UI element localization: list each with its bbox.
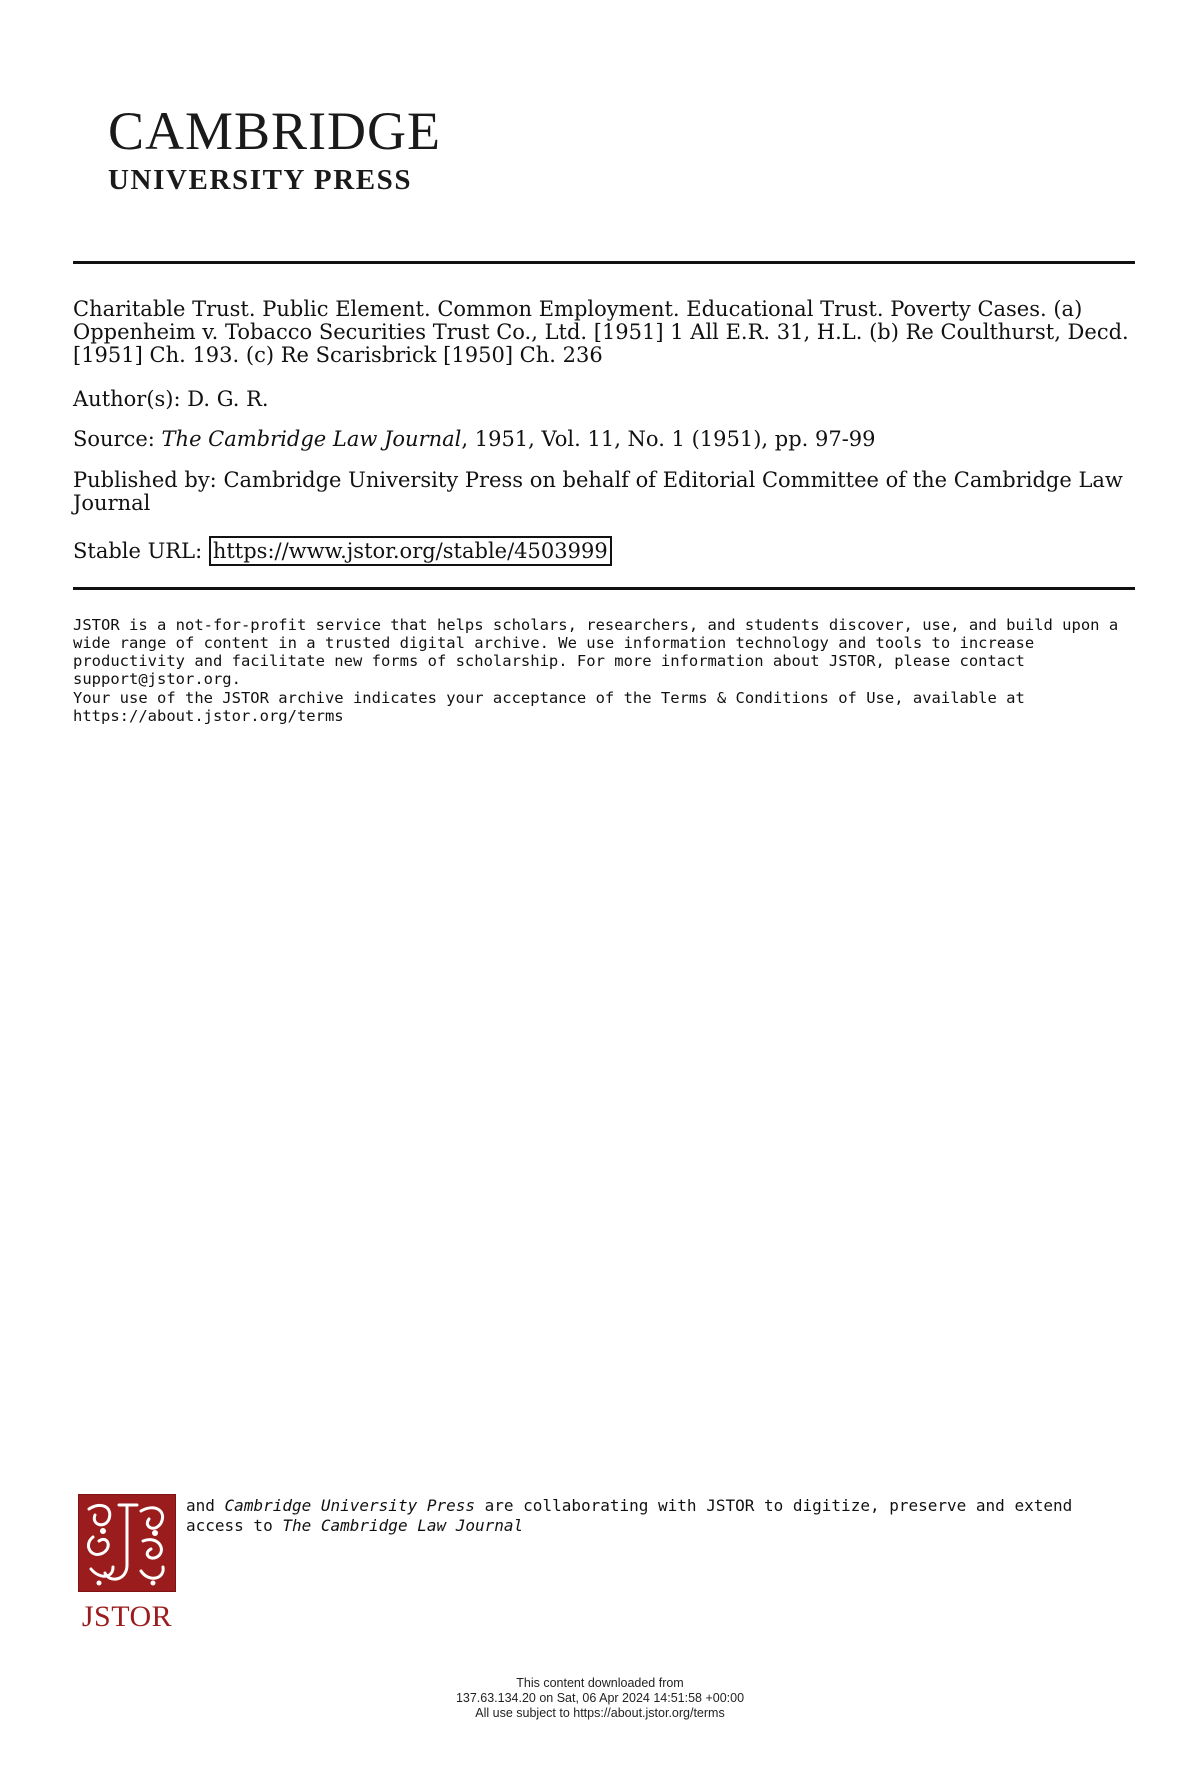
- terms-notice: Your use of the JSTOR archive indicates your acceptance of the Terms & Conditions of Use, available at https://about.jstor.org/terms: [73, 689, 1025, 725]
- stable-url-link[interactable]: https://www.jstor.org/stable/4503999: [209, 536, 612, 566]
- footer-line-2: 137.63.134.20 on Sat, 06 Apr 2024 14:51:58 +00:00: [455, 1691, 745, 1705]
- logo-line-1: CAMBRIDGE: [108, 101, 442, 161]
- collaboration-statement: [186, 1496, 1086, 1536]
- author-label: Author(s):: [73, 387, 181, 411]
- jstor-emblem-icon: [78, 1494, 176, 1592]
- download-footer: [300, 1676, 900, 1721]
- stable-url-label: Stable URL:: [73, 539, 203, 563]
- source-label: Source:: [73, 427, 155, 451]
- published-value: Cambridge University Press on behalf of Editorial Committee of the Cambridge Law Journal: [73, 468, 1123, 515]
- source-details: , 1951, Vol. 11, No. 1 (1951), pp. 97-99: [461, 427, 876, 451]
- jstor-logo: [78, 1494, 176, 1634]
- author-line: [73, 388, 1143, 411]
- article-title: [73, 298, 1143, 367]
- bottom-divider: [73, 587, 1135, 590]
- jstor-service-notice: JSTOR is a not-for-profit service that helps scholars, researchers, and students discover, use, and build upon a wide range of content in a trusted digital archive. We use information technology and tools to increase productivity and facilitate new forms of scholarship. For more information about JSTOR, please contact support@jstor.org.: [73, 616, 1119, 688]
- publisher-line: [73, 469, 1143, 515]
- top-divider: [73, 261, 1135, 264]
- cambridge-university-press-logo: [108, 101, 442, 197]
- collab-middle: are collaborating with JSTOR to digitize, preserve and extend access to: [186, 1496, 1073, 1535]
- footer-line-1: This content downloaded from: [516, 1676, 684, 1690]
- stable-url-line: [73, 540, 1143, 563]
- logo-line-2: UNIVERSITY PRESS: [108, 164, 413, 196]
- jstor-wordmark: JSTOR: [81, 1600, 173, 1633]
- article-title-text: Charitable Trust. Public Element. Common Employment. Educational Trust. Poverty Cases. (a) Oppenheim v. Tobacco Securities Trust Co., Ltd. [1951] 1 All E.R. 31, H.L. (b) Re Coulthurst, Decd. [1951] Ch. 193. (c) Re Scarisbrick [1950] Ch. 236: [73, 297, 1129, 367]
- published-label: Published by:: [73, 468, 217, 492]
- source-line: [73, 428, 1143, 451]
- footer-line-3: All use subject to https://about.jstor.org/terms: [475, 1706, 725, 1720]
- collab-partner: Cambridge University Press: [224, 1496, 475, 1515]
- collab-prefix: and: [186, 1496, 215, 1515]
- collab-journal: The Cambridge Law Journal: [282, 1516, 524, 1535]
- author-value: D. G. R.: [187, 387, 269, 411]
- journal-title: The Cambridge Law Journal: [161, 427, 462, 451]
